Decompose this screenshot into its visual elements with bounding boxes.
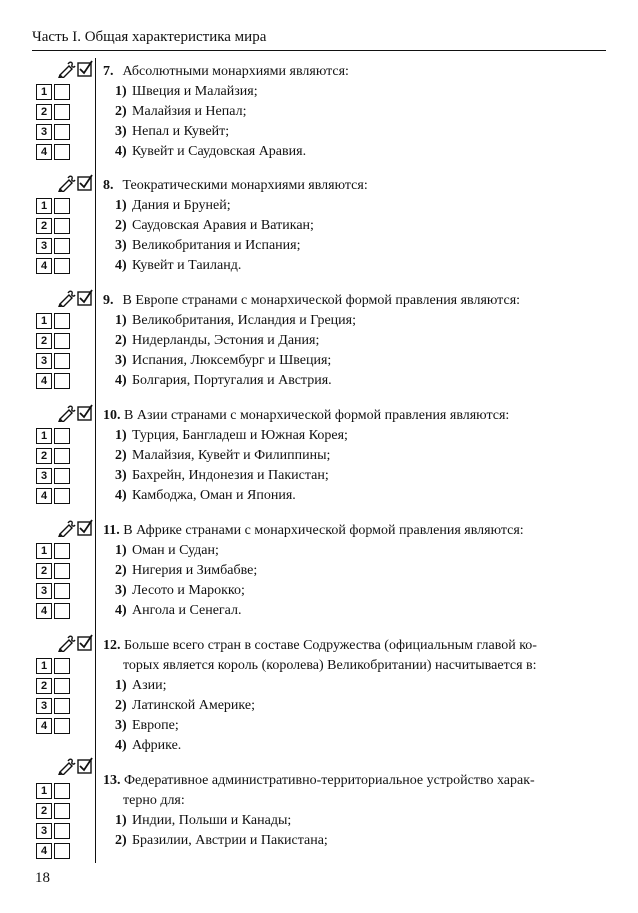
answer-boxes	[36, 656, 70, 736]
answer-checkbox-3[interactable]	[54, 823, 70, 839]
option-2: 2) Саудовская Аравия и Ватикан;	[115, 218, 314, 233]
question-stem: 7. Абсолютными монархиями являются:	[103, 62, 603, 82]
answer-box-4: 4	[36, 258, 52, 274]
question-number: 11.	[103, 523, 120, 538]
question-stem: 9. В Европе странами с монархической формой правления являются:	[103, 291, 603, 311]
option-2: 2) Малайзия, Кувейт и Филиппины;	[115, 448, 331, 463]
question-stem: 11. В Африке странами с монархической формой правления являются:	[103, 521, 603, 541]
answer-box-2: 2	[36, 333, 52, 349]
answer-box-4: 4	[36, 373, 52, 389]
pen-check-icon	[58, 634, 94, 652]
answer-boxes	[36, 781, 70, 861]
page-header	[32, 28, 606, 51]
answer-checkbox-3[interactable]	[54, 583, 70, 599]
answer-box-3: 3	[36, 238, 52, 254]
option-1: 1) Дания и Бруней;	[115, 198, 231, 213]
answer-box-1: 1	[36, 198, 52, 214]
answer-box-2: 2	[36, 448, 52, 464]
answer-checkbox-4[interactable]	[54, 718, 70, 734]
option-1: 1) Оман и Судан;	[115, 543, 219, 558]
option-4: 4) Африке.	[115, 738, 182, 753]
pen-check-icon	[58, 289, 94, 307]
page-number: 18	[35, 870, 50, 886]
answer-checkbox-2[interactable]	[54, 678, 70, 694]
option-2: 2) Бразилии, Австрии и Пакистана;	[115, 833, 328, 848]
answer-box-2: 2	[36, 218, 52, 234]
answer-box-1: 1	[36, 313, 52, 329]
question-number: 10.	[103, 408, 121, 423]
pen-check-icon	[58, 519, 94, 537]
option-4: 4) Болгария, Португалия и Австрия.	[115, 373, 332, 388]
answer-boxes	[36, 426, 70, 506]
answer-box-3: 3	[36, 823, 52, 839]
answer-box-1: 1	[36, 543, 52, 559]
header-title: Часть I. Общая характеристика мира	[32, 29, 267, 45]
option-1: 1) Великобритания, Исландия и Греция;	[115, 313, 356, 328]
answer-box-4: 4	[36, 144, 52, 160]
answer-checkbox-4[interactable]	[54, 843, 70, 859]
question-stem: 10. В Азии странами с монархической формой правления являются:	[103, 406, 603, 426]
question-number: 13.	[103, 773, 121, 788]
answer-box-3: 3	[36, 468, 52, 484]
answer-box-3: 3	[36, 353, 52, 369]
option-2: 2) Нидерланды, Эстония и Дания;	[115, 333, 320, 348]
answer-checkbox-3[interactable]	[54, 353, 70, 369]
answer-checkbox-1[interactable]	[54, 198, 70, 214]
answer-box-2: 2	[36, 678, 52, 694]
question-stem: 13. Федеративное административно-территориальное устройство харак-	[103, 771, 603, 791]
answer-checkbox-3[interactable]	[54, 238, 70, 254]
answer-checkbox-1[interactable]	[54, 543, 70, 559]
question-stem-line-2: терно для:	[123, 793, 185, 808]
answer-box-4: 4	[36, 843, 52, 859]
answer-boxes	[36, 82, 70, 162]
option-1: 1) Швеция и Малайзия;	[115, 84, 258, 99]
answer-boxes	[36, 541, 70, 621]
answer-checkbox-1[interactable]	[54, 84, 70, 100]
answer-checkbox-2[interactable]	[54, 448, 70, 464]
question-number: 12.	[103, 638, 121, 653]
answer-box-3: 3	[36, 583, 52, 599]
answer-checkbox-2[interactable]	[54, 218, 70, 234]
option-4: 4) Кувейт и Таиланд.	[115, 258, 242, 273]
answer-box-2: 2	[36, 104, 52, 120]
pen-check-icon	[58, 757, 94, 775]
option-3: 3) Европе;	[115, 718, 179, 733]
answer-checkbox-1[interactable]	[54, 428, 70, 444]
option-1: 1) Турция, Бангладеш и Южная Корея;	[115, 428, 348, 443]
answer-checkbox-4[interactable]	[54, 488, 70, 504]
answer-box-1: 1	[36, 658, 52, 674]
answer-box-1: 1	[36, 84, 52, 100]
answer-checkbox-2[interactable]	[54, 333, 70, 349]
pen-check-icon	[58, 60, 94, 78]
option-4: 4) Камбоджа, Оман и Япония.	[115, 488, 296, 503]
answer-boxes	[36, 311, 70, 391]
option-3: 3) Бахрейн, Индонезия и Пакистан;	[115, 468, 329, 483]
answer-checkbox-2[interactable]	[54, 104, 70, 120]
question-stem: 12. Больше всего стран в составе Содружества (официальным главой ко-	[103, 636, 603, 656]
answer-checkbox-2[interactable]	[54, 803, 70, 819]
answer-box-4: 4	[36, 603, 52, 619]
option-2: 2) Малайзия и Непал;	[115, 104, 247, 119]
pen-check-icon	[58, 404, 94, 422]
answer-checkbox-2[interactable]	[54, 563, 70, 579]
answer-box-1: 1	[36, 783, 52, 799]
answer-box-2: 2	[36, 803, 52, 819]
option-3: 3) Лесото и Марокко;	[115, 583, 245, 598]
question-number: 8.	[103, 178, 114, 193]
answer-checkbox-1[interactable]	[54, 658, 70, 674]
question-stem: 8. Теократическими монархиями являются:	[103, 176, 603, 196]
option-1: 1) Азии;	[115, 678, 167, 693]
question-number: 7.	[103, 64, 114, 79]
question-stem-line-2: торых является король (королева) Великобритании) насчитывается в:	[123, 658, 537, 673]
answer-box-1: 1	[36, 428, 52, 444]
answer-checkbox-1[interactable]	[54, 313, 70, 329]
option-1: 1) Индии, Польши и Канады;	[115, 813, 292, 828]
option-4: 4) Кувейт и Саудовская Аравия.	[115, 144, 307, 159]
answer-checkbox-1[interactable]	[54, 783, 70, 799]
answer-checkbox-3[interactable]	[54, 698, 70, 714]
pen-check-icon	[58, 174, 94, 192]
answer-checkbox-4[interactable]	[54, 373, 70, 389]
answer-checkbox-3[interactable]	[54, 124, 70, 140]
option-3: 3) Великобритания и Испания;	[115, 238, 301, 253]
answer-checkbox-3[interactable]	[54, 468, 70, 484]
option-3: 3) Непал и Кувейт;	[115, 124, 230, 139]
option-3: 3) Испания, Люксембург и Швеция;	[115, 353, 332, 368]
answer-box-4: 4	[36, 488, 52, 504]
answer-boxes	[36, 196, 70, 276]
answer-checkbox-4[interactable]	[54, 144, 70, 160]
option-4: 4) Ангола и Сенегал.	[115, 603, 242, 618]
answer-checkbox-4[interactable]	[54, 258, 70, 274]
answer-checkbox-4[interactable]	[54, 603, 70, 619]
option-2: 2) Нигерия и Зимбабве;	[115, 563, 258, 578]
answer-box-3: 3	[36, 698, 52, 714]
answer-box-4: 4	[36, 718, 52, 734]
option-2: 2) Латинской Америке;	[115, 698, 255, 713]
vertical-divider	[95, 58, 96, 863]
answer-box-3: 3	[36, 124, 52, 140]
question-number: 9.	[103, 293, 114, 308]
answer-box-2: 2	[36, 563, 52, 579]
